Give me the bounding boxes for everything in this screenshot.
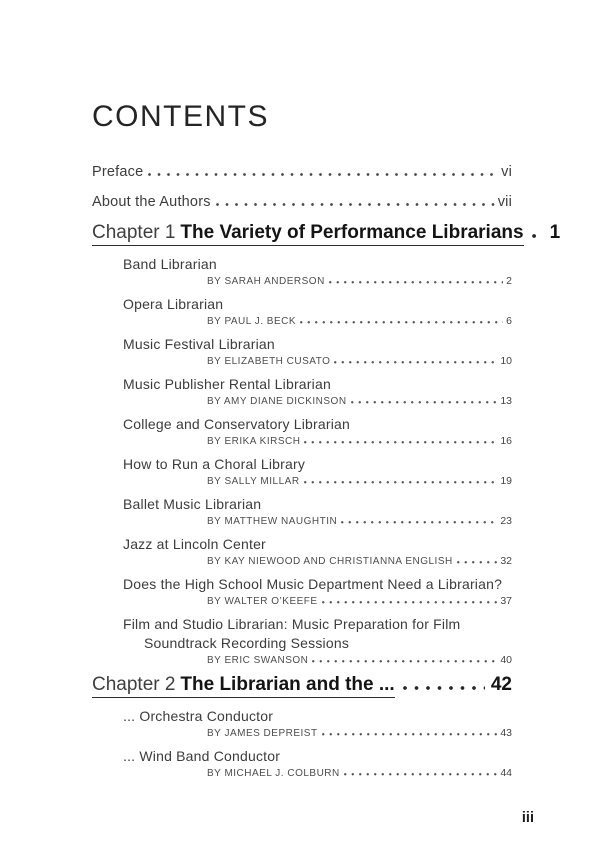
front-matter bbox=[92, 163, 512, 211]
entry-byline-row bbox=[123, 767, 512, 780]
entry-page-number: 32 bbox=[500, 555, 512, 567]
front-matter-label: Preface bbox=[92, 164, 144, 180]
entry-title: Does the High School Music Department Need a Librarian? bbox=[123, 576, 503, 592]
entry-byline: BY MICHAEL J. COLBURN bbox=[207, 768, 340, 779]
toc-entry bbox=[123, 415, 512, 448]
entry-byline-row bbox=[123, 355, 512, 368]
entry-page-number: 44 bbox=[500, 767, 512, 779]
entry-byline-row bbox=[123, 275, 512, 288]
entry-page-number: 6 bbox=[506, 315, 512, 327]
entry-title: How to Run a Choral Library bbox=[123, 456, 306, 472]
entry-byline: BY KAY NIEWOOD AND CHRISTIANNA ENGLISH bbox=[207, 556, 453, 567]
front-matter-row bbox=[92, 163, 512, 181]
entry-page-number: 13 bbox=[500, 395, 512, 407]
entry-byline: BY SARAH ANDERSON bbox=[207, 276, 325, 287]
entry-byline-row bbox=[123, 315, 512, 328]
dot-leader bbox=[329, 281, 503, 284]
dot-leader bbox=[322, 733, 498, 736]
chapter-entries bbox=[92, 255, 512, 667]
entry-byline-row bbox=[123, 654, 512, 667]
chapter-number: Chapter 2 bbox=[92, 674, 176, 695]
dot-leader bbox=[341, 521, 497, 524]
dot-leader bbox=[403, 686, 485, 690]
chapter-heading-row bbox=[92, 222, 561, 246]
dot-leader bbox=[351, 401, 498, 404]
dot-leader bbox=[322, 601, 498, 604]
chapter-section bbox=[92, 675, 512, 780]
entry-title: ... Orchestra Conductor bbox=[123, 708, 274, 724]
toc-entry bbox=[123, 495, 512, 528]
chapters bbox=[92, 222, 561, 780]
dot-leader bbox=[344, 773, 498, 776]
dot-leader bbox=[300, 321, 503, 324]
chapter-heading bbox=[92, 223, 524, 246]
entry-byline: BY JAMES DEPREIST bbox=[207, 728, 318, 739]
toc-entry bbox=[123, 615, 512, 667]
chapter-number: Chapter 1 bbox=[92, 222, 176, 243]
dot-leader bbox=[304, 441, 497, 444]
dot-leader bbox=[312, 660, 497, 663]
toc-entry bbox=[123, 575, 512, 608]
entry-title: Opera Librarian bbox=[123, 296, 224, 312]
entry-page-number: 19 bbox=[500, 475, 512, 487]
dot-leader bbox=[148, 173, 499, 176]
toc-entry bbox=[123, 255, 512, 288]
entry-page-number: 16 bbox=[500, 435, 512, 447]
chapter-title: The Variety of Performance Librarians bbox=[180, 222, 524, 243]
entry-byline-row bbox=[123, 395, 512, 408]
chapter-page-number: 1 bbox=[549, 222, 561, 243]
front-matter-row bbox=[92, 193, 512, 211]
entry-page-number: 43 bbox=[500, 727, 512, 739]
entry-byline-row bbox=[123, 435, 512, 448]
chapter-entries bbox=[92, 707, 512, 780]
entry-title: Jazz at Lincoln Center bbox=[123, 536, 266, 552]
front-matter-label: About the Authors bbox=[92, 194, 211, 210]
chapter-section bbox=[92, 222, 561, 667]
front-matter-page-number: vii bbox=[497, 194, 512, 210]
entry-byline-row bbox=[123, 555, 512, 568]
chapter-title: The Librarian and the ... bbox=[180, 674, 395, 695]
entry-byline: BY AMY DIANE DICKINSON bbox=[207, 396, 347, 407]
entry-byline: BY WALTER O’KEEFE bbox=[207, 596, 318, 607]
entry-title: Ballet Music Librarian bbox=[123, 496, 262, 512]
toc-entry bbox=[123, 747, 512, 780]
entry-title: Music Festival Librarian bbox=[123, 336, 275, 352]
entry-title: ... Wind Band Conductor bbox=[123, 748, 281, 764]
chapter-heading bbox=[92, 675, 395, 698]
front-matter-page-number: vi bbox=[501, 164, 512, 180]
entry-page-number: 2 bbox=[506, 275, 512, 287]
entry-title: Band Librarian bbox=[123, 256, 217, 272]
entry-byline: BY ERIKA KIRSCH bbox=[207, 436, 301, 447]
folio-page-number: iii bbox=[521, 810, 534, 826]
dot-leader bbox=[532, 234, 544, 238]
dot-leader bbox=[216, 203, 496, 206]
entry-byline: BY SALLY MILLAR bbox=[207, 476, 300, 487]
entry-title: Music Publisher Rental Librarian bbox=[123, 376, 331, 392]
entry-page-number: 40 bbox=[500, 654, 512, 666]
chapter-heading-row bbox=[92, 675, 512, 698]
entry-byline: BY ERIC SWANSON bbox=[207, 655, 309, 666]
page-title: CONTENTS bbox=[92, 100, 269, 133]
entry-byline: BY MATTHEW NAUGHTIN bbox=[207, 516, 338, 527]
toc-entry bbox=[123, 335, 512, 368]
page-content bbox=[0, 101, 605, 780]
toc-entry bbox=[123, 295, 512, 328]
entry-byline: BY PAUL J. BECK bbox=[207, 316, 297, 327]
toc-entry bbox=[123, 707, 512, 740]
toc-entry bbox=[123, 455, 512, 488]
dot-leader bbox=[334, 361, 497, 364]
dot-leader bbox=[304, 481, 498, 484]
toc-entry bbox=[123, 535, 512, 568]
entry-byline-row bbox=[123, 595, 512, 608]
entry-title: College and Conservatory Librarian bbox=[123, 416, 351, 432]
entry-page-number: 23 bbox=[500, 515, 512, 527]
entry-title: Film and Studio Librarian: Music Preparation for Film Soundtrack Recording Sessions bbox=[123, 616, 461, 651]
toc-entry bbox=[123, 375, 512, 408]
entry-byline-row bbox=[123, 727, 512, 740]
entry-page-number: 10 bbox=[500, 355, 512, 367]
chapter-page-number: 42 bbox=[490, 674, 512, 695]
entry-byline-row bbox=[123, 515, 512, 528]
entry-byline-row bbox=[123, 475, 512, 488]
entry-page-number: 37 bbox=[500, 595, 512, 607]
entry-byline: BY ELIZABETH CUSATO bbox=[207, 356, 331, 367]
dot-leader bbox=[457, 561, 498, 564]
